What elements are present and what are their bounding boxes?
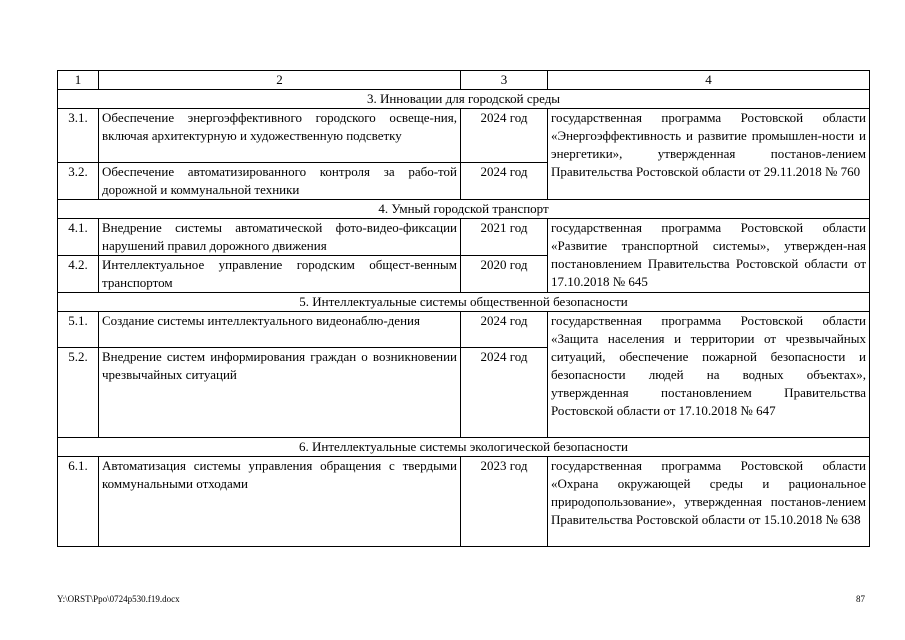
item-description: Создание системы интеллектуального видеонаблю-дения: [99, 312, 461, 348]
table-row: [58, 312, 870, 348]
header-cell-2: 2: [99, 71, 461, 90]
header-cell-4: 4: [548, 71, 870, 90]
section-title: 4. Умный городской транспорт: [58, 200, 870, 219]
item-number: 3.1.: [58, 109, 99, 163]
item-number: 4.2.: [58, 256, 99, 293]
section-row: [58, 90, 870, 109]
item-year: 2024 год: [461, 312, 548, 348]
item-number: 5.2.: [58, 348, 99, 438]
item-year: 2024 год: [461, 348, 548, 438]
item-number: 5.1.: [58, 312, 99, 348]
item-basis: государственная программа Ростовской области «Защита населения и территории от чрезвычайных ситуаций, обеспечение пожарной безопасности и безопасности людей на водных объектах», утвержденная постановлением Правительства Ростовской области от 17.10.2018 № 647: [548, 312, 870, 438]
item-basis: государственная программа Ростовской области «Развитие транспортной системы», утвержден-ная постановлением Правительства Ростовской области от 17.10.2018 № 645: [548, 219, 870, 293]
header-cell-3: 3: [461, 71, 548, 90]
item-year: 2020 год: [461, 256, 548, 293]
measures-table: [57, 70, 870, 547]
table-row: [58, 219, 870, 256]
item-year: 2023 год: [461, 457, 548, 547]
section-row: [58, 200, 870, 219]
section-title: 6. Интеллектуальные системы экологической безопасности: [58, 438, 870, 457]
item-basis: государственная программа Ростовской области «Энергоэффективность и развитие промышлен-ности и энергетики», утвержденная постанов-лением Правительства Ростовской области от 29.11.2018 № 760: [548, 109, 870, 200]
item-number: 4.1.: [58, 219, 99, 256]
section-row: [58, 293, 870, 312]
page-number: 87: [856, 594, 865, 604]
item-description: Интеллектуальное управление городским общест-венным транспортом: [99, 256, 461, 293]
section-title: 5. Интеллектуальные системы общественной безопасности: [58, 293, 870, 312]
table-row: [58, 109, 870, 163]
header-cell-1: 1: [58, 71, 99, 90]
item-description: Обеспечение автоматизированного контроля за рабо-той дорожной и коммунальной техники: [99, 163, 461, 200]
item-year: 2024 год: [461, 109, 548, 163]
item-basis: государственная программа Ростовской области «Охрана окружающей среды и рациональное природопользование», утвержденная постанов-лением Правительства Ростовской области от 15.10.2018 № 638: [548, 457, 870, 547]
item-year: 2021 год: [461, 219, 548, 256]
item-number: 6.1.: [58, 457, 99, 547]
item-number: 3.2.: [58, 163, 99, 200]
item-year: 2024 год: [461, 163, 548, 200]
item-description: Внедрение системы автоматической фото-видео-фиксации нарушений правил дорожного движения: [99, 219, 461, 256]
item-description: Внедрение систем информирования граждан о возникновении чрезвычайных ситуаций: [99, 348, 461, 438]
item-description: Автоматизация системы управления обращения с твердыми коммунальными отходами: [99, 457, 461, 547]
section-title: 3. Инновации для городской среды: [58, 90, 870, 109]
footer-file-path: Y:\ORST\Ppo\0724p530.f19.docx: [57, 594, 180, 604]
item-description: Обеспечение энергоэффективного городского освеще-ния, включая архитектурную и художественную подсветку: [99, 109, 461, 163]
section-row: [58, 438, 870, 457]
header-row: [58, 71, 870, 90]
table-row: [58, 457, 870, 547]
